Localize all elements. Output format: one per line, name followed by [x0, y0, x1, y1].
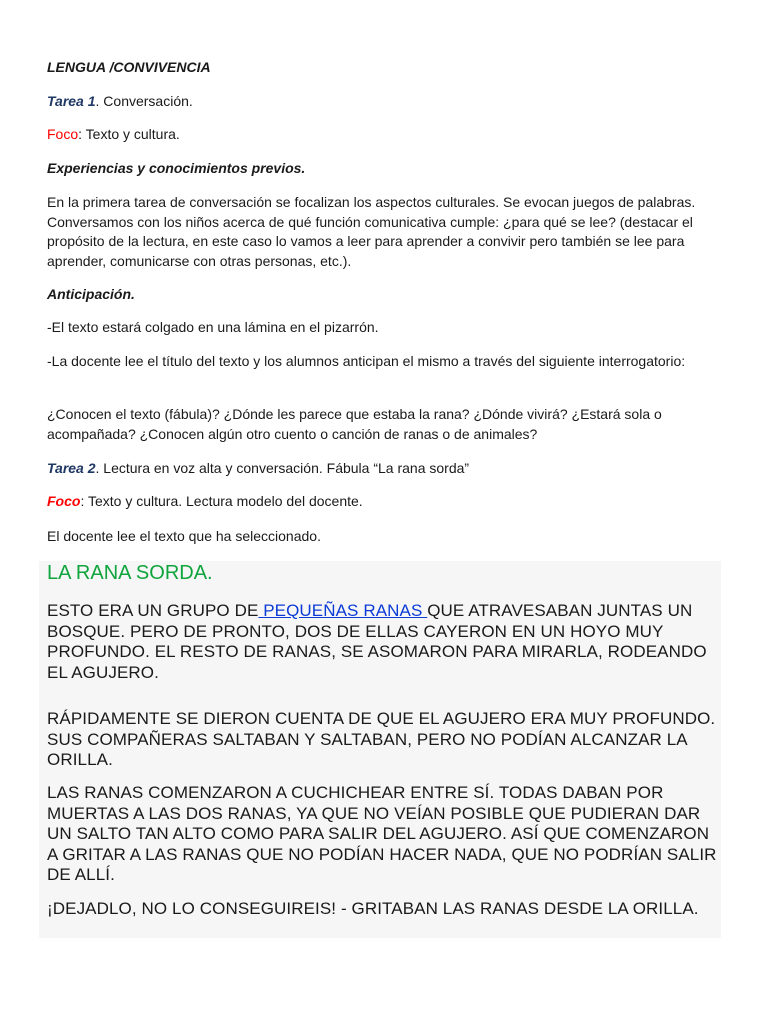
bullet-1: -El texto estará colgado en una lámina en el pizarrón. [47, 319, 379, 335]
tarea-1-label: Tarea 1 [47, 93, 96, 109]
story-paragraph-3: LAS RANAS COMENZARON A CUCHICHEAR ENTRE SÍ. TODAS DABAN POR MUERTAS A LAS DOS RANAS, YA QUE NO VEÍAN POSIBLE QUE PUDIERAN DAR UN SALTO TAN ALTO COMO PARA SALIR DEL AGUJERO. ASÍ QUE COMENZARON A GRITAR A LAS RANAS QUE NO PODÍAN HACER NADA, QUE NO PODRÍAN SALIR DE ALLÍ. [47, 783, 717, 884]
story-box [39, 561, 721, 938]
tarea-2-label: Tarea 2 [47, 460, 96, 476]
pequenas-ranas-link[interactable]: PEQUEÑAS RANAS [258, 601, 428, 620]
section-title: LENGUA /CONVIVENCIA [47, 59, 211, 75]
story-title: LA RANA SORDA. [47, 562, 213, 584]
story-paragraph-2: RÁPIDAMENTE SE DIERON CUENTA DE QUE EL AGUJERO ERA MUY PROFUNDO. SUS COMPAÑERAS SALTABAN Y SALTABAN, PERO NO PODÍAN ALCANZAR LA ORILLA. [47, 709, 716, 769]
story-paragraph-1 [47, 601, 717, 683]
foco-2-line [47, 492, 722, 512]
foco-1-text: : Texto y cultura. [78, 126, 180, 142]
tarea-1-text: . Conversación. [95, 93, 193, 109]
foco-1-line [47, 125, 722, 145]
tarea-2-line [47, 459, 722, 479]
tarea-2-text: . Lectura en voz alta y conversación. Fábula “La rana sorda” [95, 460, 470, 476]
story-p1-after: QUE ATRAVESABAN JUNTAS UN BOSQUE. PERO DE PRONTO, DOS DE ELLAS CAYERON EN UN HOYO MUY PROFUNDO. EL RESTO DE RANAS, SE ASOMARON PARA MIRARLA, RODEANDO EL AGUJERO. [47, 601, 707, 682]
foco-2-label: Foco [47, 493, 81, 509]
anticipacion-heading: Anticipación. [47, 286, 135, 302]
docente-line: El docente lee el texto que ha seleccionado. [47, 528, 321, 544]
experiencias-heading: Experiencias y conocimientos previos. [47, 160, 306, 176]
questions-paragraph: ¿Conocen el texto (fábula)? ¿Dónde les parece que estaba la rana? ¿Dónde vivirá? ¿Estará sola o acompañada? ¿Conocen algún otro cuento o canción de ranas o de animales? [47, 406, 662, 442]
foco-2-text: : Texto y cultura. Lectura modelo del docente. [80, 493, 363, 509]
paragraph-1: En la primera tarea de conversación se focalizan los aspectos culturales. Se evocan juegos de palabras. Conversamos con los niños acerca de qué función comunicativa cumple: ¿para qué se lee? (destacar el propósito de la lectura, en este caso lo vamos a leer para aprender a convivir pero también se lee para aprender, comunicarse con otras personas, etc.). [47, 194, 696, 269]
foco-1-label: Foco [47, 126, 79, 142]
bullet-2: -La docente lee el título del texto y los alumnos anticipan el mismo a través del siguiente interrogatorio: [47, 353, 686, 369]
story-p1-before: ESTO ERA UN GRUPO DE [47, 601, 259, 620]
story-paragraph-4: ¡DEJADLO, NO LO CONSEGUIREIS! - GRITABAN LAS RANAS DESDE LA ORILLA. [47, 899, 699, 918]
tarea-1-line [47, 92, 722, 112]
